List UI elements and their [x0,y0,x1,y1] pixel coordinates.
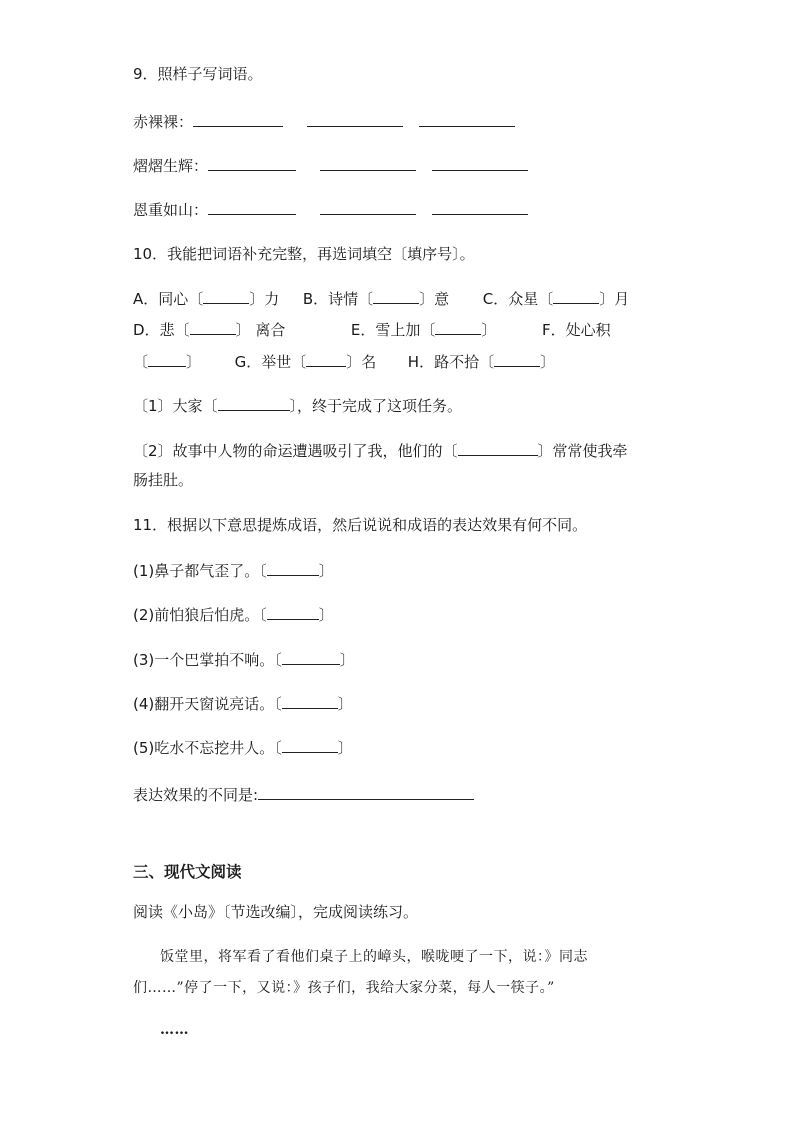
q11-title: 11．根据以下意思提炼成语，然后说说和成语的表达效果有何不同。 [133,516,588,534]
answer-blank[interactable] [282,738,338,753]
answer-blank[interactable] [553,289,599,304]
option-a: A．同心〔 [133,290,204,308]
q10-sentence-2-cont: 肠挂肚。 [133,471,194,489]
answer-blank[interactable] [190,320,236,335]
answer-blank[interactable] [208,156,296,171]
q11-item-4-text: (4)翻开天窗说亮话。〔 [133,695,282,713]
q10-title: 10．我能把词语补充完整，再选词填空〔填序号〕。 [133,245,475,263]
q9-row-3-word: 恩重如山： [133,201,209,219]
sentence-1-start: 〔1〕大家〔 [133,397,218,415]
answer-blank[interactable] [267,605,319,620]
answer-blank[interactable] [432,156,528,171]
q9-row-1-word: 赤裸裸： [133,113,194,131]
q11-item-3 [133,650,355,670]
answer-blank[interactable] [203,289,249,304]
option-h: H．路不拾〔 [407,353,495,371]
q10-options-row-3 [133,352,555,372]
effect-label: 表达效果的不同是: [133,786,259,804]
reading-instruction: 阅读《小岛》〔节选改编〕，完成阅读练习。 [133,903,419,921]
q10-sentence-2 [133,441,628,461]
answer-blank[interactable] [258,785,474,800]
q11-item-1-text: (1)鼻子都气歪了。〔 [133,562,267,580]
sentence-2-start: 〔2〕故事中人物的命运遭遇吸引了我，他们的〔 [133,442,458,460]
answer-blank[interactable] [282,650,340,665]
q11-item-1 [133,561,334,581]
option-c: C．众星〔 [482,290,554,308]
answer-blank[interactable] [307,112,403,127]
option-g: G．举世〔 [234,353,307,371]
passage-ellipsis: …… [160,1022,189,1038]
sentence-2-end: 〕常常使我牵 [537,442,628,460]
q9-title: 9．照样子写词语。 [133,65,263,83]
sentence-1-end: 〕，终于完成了这项任务。 [289,397,463,415]
answer-blank[interactable] [432,200,528,215]
q11-item-3-close: 〕 [339,651,355,669]
answer-blank[interactable] [320,156,416,171]
q10-options-row-1 [133,289,629,309]
option-c-end: 〕月 [599,290,630,308]
q9-row-3 [133,200,528,220]
option-g-end: 〕名 [346,353,377,371]
option-a-end: 〕力 [249,290,280,308]
answer-blank[interactable] [373,289,419,304]
q11-item-1-close: 〕 [318,562,334,580]
option-e-end: 〕 [481,321,497,339]
answer-blank[interactable] [148,352,186,367]
answer-blank[interactable] [282,694,338,709]
answer-blank[interactable] [320,200,416,215]
option-d-end: 〕 离合 [235,321,286,339]
q11-item-3-text: (3)一个巴掌拍不响。〔 [133,651,282,669]
answer-blank[interactable] [435,320,481,335]
q11-item-4 [133,694,353,714]
answer-blank[interactable] [494,352,540,367]
q11-item-2 [133,605,334,625]
q11-item-5-text: (5)吃水不忘挖井人。〔 [133,739,282,757]
option-f-open: 〔 [133,353,149,371]
answer-blank[interactable] [208,200,296,215]
option-b-end: 〕意 [419,290,450,308]
option-f: F．处心积 [541,321,611,339]
q11-item-5-close: 〕 [337,739,353,757]
q10-sentence-1 [133,396,462,416]
q11-item-4-close: 〕 [337,695,353,713]
answer-blank[interactable] [193,112,283,127]
passage-line-2: 们……”停了一下，又说：》孩子们，我给大家分菜，每人一筷子。” [133,980,555,996]
answer-blank[interactable] [306,352,346,367]
answer-blank[interactable] [419,112,515,127]
q11-item-2-close: 〕 [318,606,334,624]
option-h-end: 〕 [540,353,556,371]
q9-row-1 [133,112,515,132]
answer-blank[interactable] [458,441,538,456]
option-b: B．诗情〔 [302,290,374,308]
q11-item-2-text: (2)前怕狼后怕虎。〔 [133,606,267,624]
q9-row-2 [133,156,528,176]
q9-row-2-word: 熠熠生辉： [133,157,209,175]
answer-blank[interactable] [267,561,319,576]
passage-line-1: 饭堂里，将军看了看他们桌子上的嶂头，喉咙哽了一下，说：》同志 [160,949,588,965]
option-f-end: 〕 [186,353,202,371]
q10-options-row-2 [133,320,611,340]
option-e: E．雪上加〔 [350,321,436,339]
answer-blank[interactable] [218,396,290,411]
section-heading: 三、现代文阅读 [133,863,242,881]
q11-effect [133,785,474,805]
q11-item-5 [133,738,353,758]
option-d: D．悲〔 [133,321,190,339]
